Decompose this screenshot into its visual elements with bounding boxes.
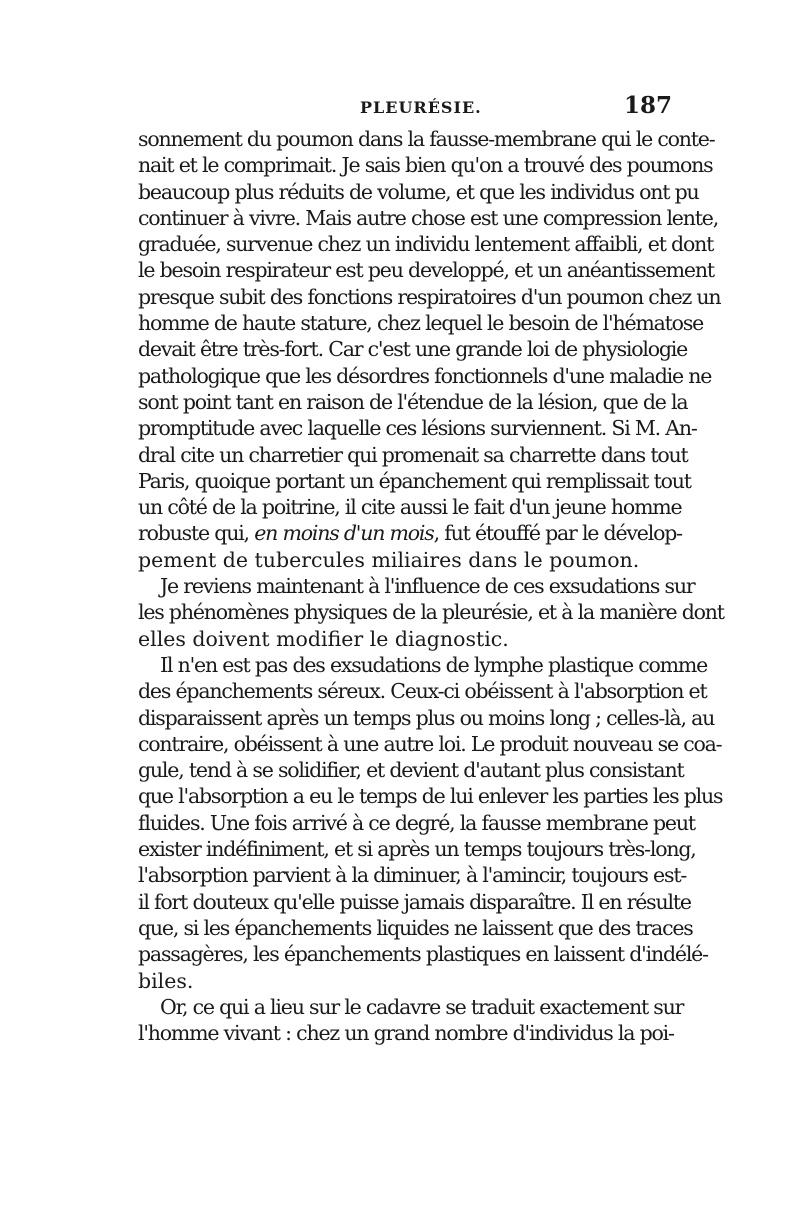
text-line: un côté de la poitrine, il cite aussi le fait d'un jeune homme — [138, 495, 682, 520]
text-line: devait être très-fort. Car c'est une grande loi de physiologie — [138, 337, 688, 362]
text-line: l'homme vivant : chez un grand nombre d'individus la poi- — [138, 1021, 674, 1046]
text-line: pement de tubercules miliaires dans le poumon. — [138, 547, 640, 572]
text-line: l'absorption parvient à la diminuer, à l'amincir, toujours est- — [138, 863, 687, 888]
text-line: dral cite un charretier qui promenait sa charrette dans tout — [138, 442, 688, 467]
text-line: beaucoup plus réduits de volume, et que les individus ont pu — [138, 179, 699, 204]
text-line: homme de haute stature, chez lequel le besoin de l'hématose — [138, 311, 704, 336]
text-line: graduée, survenue chez un individu lentement affaibli, et dont — [138, 232, 714, 257]
text-line: les phénomènes physiques de la pleurésie, et à la manière dont — [138, 600, 724, 625]
text-segment: robuste qui, — [138, 521, 255, 546]
text-line: il fort douteux qu'elle puisse jamais disparaître. Il en résulte — [138, 889, 691, 914]
text-line: disparaissent après un temps plus ou moins long ; celles-là, au — [138, 705, 715, 730]
text-line: exister indéfiniment, et si après un temps toujours très-long, — [138, 837, 696, 862]
text-segment: , fut étouffé par le dévelop- — [433, 521, 682, 546]
paragraph-first-line: Je reviens maintenant à l'influence de ces exsudations sur — [160, 574, 695, 599]
text-line: que l'absorption a eu le temps de lui enlever les parties les plus — [138, 784, 723, 809]
body-text — [138, 126, 724, 1046]
italic-phrase: en moins d'un mois — [254, 521, 434, 546]
text-line: elles doivent modifier le diagnostic. — [138, 626, 509, 651]
paragraph-first-line: Il n'en est pas des exsudations de lymphe plastique comme — [160, 652, 708, 677]
running-title: PLEURÉSIE. — [360, 98, 482, 117]
page-number: 187 — [623, 92, 672, 119]
text-line: nait et le comprimait. Je sais bien qu'on a trouvé des poumons — [138, 153, 713, 178]
text-line: que, si les épanchements liquides ne laissent que des traces — [138, 915, 693, 940]
text-line: le besoin respirateur est peu developpé, et un anéantissement — [138, 258, 714, 283]
text-line: contraire, obéissent à une autre loi. Le produit nouveau se coa- — [138, 731, 722, 756]
text-line: biles. — [138, 968, 194, 993]
text-line: gule, tend à se solidifier, et devient d'autant plus consistant — [138, 758, 684, 783]
text-line: Paris, quoique portant un épanchement qui remplissait tout — [138, 468, 691, 493]
paragraph-first-line: Or, ce qui a lieu sur le cadavre se traduit exactement sur — [160, 994, 684, 1019]
text-line-with-italic — [138, 520, 682, 546]
text-line: sonnement du poumon dans la fausse-membrane qui le conte- — [138, 127, 715, 151]
page-header — [138, 92, 672, 126]
text-line: passagères, les épanchements plastiques en laissent d'indélé- — [138, 942, 708, 967]
text-line: continuer à vivre. Mais autre chose est une compression lente, — [138, 205, 719, 230]
text-line: des épanchements séreux. Ceux-ci obéissent à l'absorption et — [138, 679, 707, 704]
text-line: promptitude avec laquelle ces lésions surviennent. Si M. An- — [138, 416, 697, 441]
text-line: pathologique que les désordres fonctionnels d'une maladie ne — [138, 363, 712, 388]
text-line: fluides. Une fois arrivé à ce degré, la fausse membrane peut — [138, 810, 695, 835]
text-line: sont point tant en raison de l'étendue de la lésion, que de la — [138, 389, 688, 414]
text-line: presque subit des fonctions respiratoires d'un poumon chez un — [138, 284, 721, 309]
